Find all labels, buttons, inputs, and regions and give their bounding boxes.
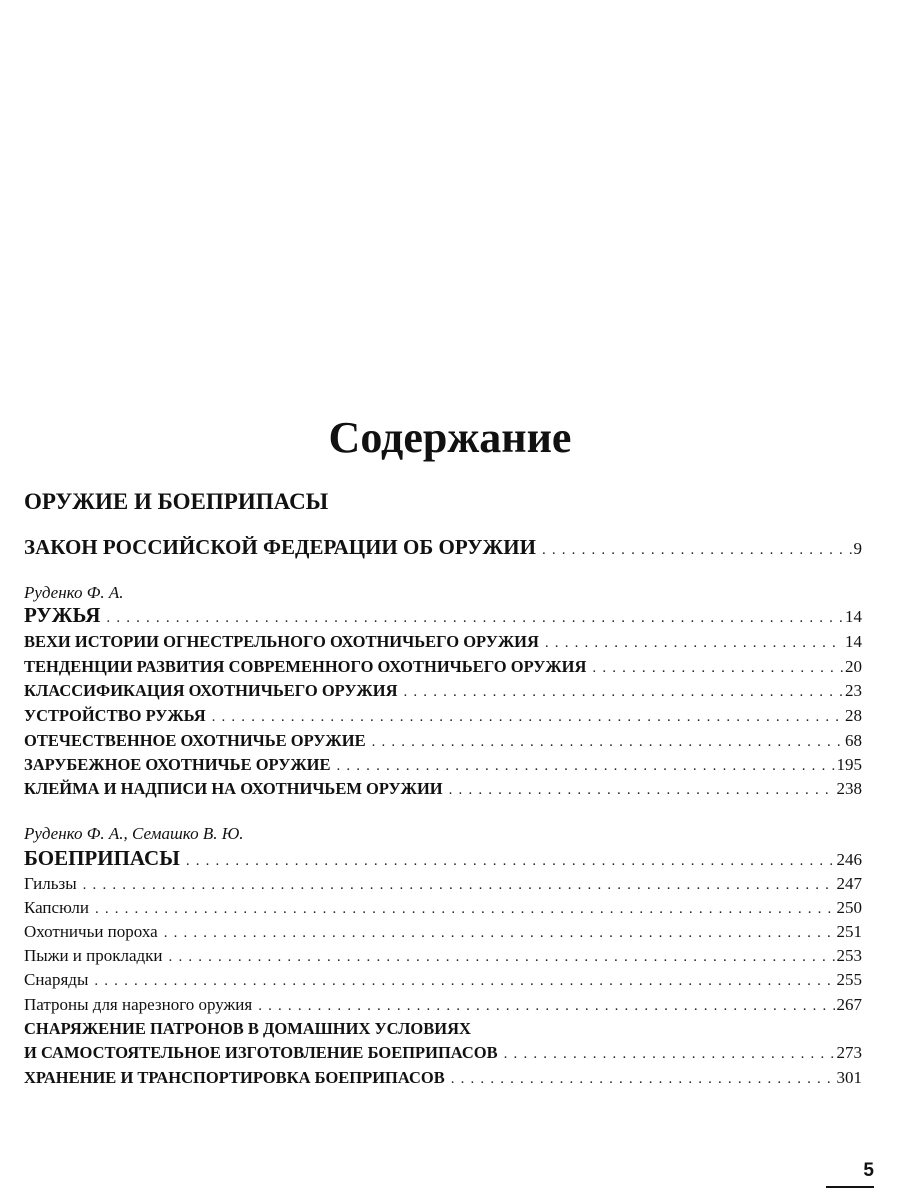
leader-dots xyxy=(83,877,835,894)
leader-dots xyxy=(449,782,835,799)
toc-entry-label: КЛАССИФИКАЦИЯ ОХОТНИЧЬЕГО ОРУЖИЯ xyxy=(24,681,398,700)
toc-entry-page: 68 xyxy=(845,731,862,750)
toc-entry-label: БОЕПРИПАСЫ xyxy=(24,846,180,870)
toc-entry-page: 255 xyxy=(836,970,862,989)
leader-dots xyxy=(542,542,852,559)
leader-dots xyxy=(545,635,843,652)
leader-dots xyxy=(106,610,843,627)
toc-entry-label: ОТЕЧЕСТВЕННОЕ ОХОТНИЧЬЕ ОРУЖИЕ xyxy=(24,731,366,750)
toc-entry-label: Снаряды xyxy=(24,970,89,989)
toc-entry xyxy=(24,846,862,871)
leader-dots xyxy=(592,660,843,677)
author-line: Руденко Ф. А. xyxy=(24,583,124,602)
toc-entry-page: 267 xyxy=(836,995,862,1014)
toc-entry-continued: СНАРЯЖЕНИЕ ПАТРОНОВ В ДОМАШНИХ УСЛОВИЯХ xyxy=(24,1019,471,1038)
toc-entry-page: 14 xyxy=(845,632,862,651)
page-number: 5 xyxy=(863,1160,874,1181)
toc-entry xyxy=(24,922,862,942)
toc-entry xyxy=(24,706,862,726)
leader-dots xyxy=(95,901,835,918)
toc-entry-label: ЗАКОН РОССИЙСКОЙ ФЕДЕРАЦИИ ОБ ОРУЖИИ xyxy=(24,535,536,559)
toc-entry xyxy=(24,995,862,1015)
leader-dots xyxy=(94,973,834,990)
toc-entry xyxy=(24,755,862,775)
toc-entry-page: 250 xyxy=(836,898,862,917)
toc-entry-label: УСТРОЙСТВО РУЖЬЯ xyxy=(24,706,206,725)
toc-entry-page: 253 xyxy=(836,946,862,965)
toc-entry-label: КЛЕЙМА И НАДПИСИ НА ОХОТНИЧЬЕМ ОРУЖИИ xyxy=(24,779,443,798)
toc-entry xyxy=(24,603,862,628)
toc-entry xyxy=(24,632,862,652)
toc-entry-label: Охотничьи пороха xyxy=(24,922,158,941)
toc-entry-page: 23 xyxy=(845,681,862,700)
toc-entry-label: ЗАРУБЕЖНОЕ ОХОТНИЧЬЕ ОРУЖИЕ xyxy=(24,755,331,774)
toc-entry-label: Гильзы xyxy=(24,874,77,893)
toc-entry-page: 28 xyxy=(845,706,862,725)
leader-dots xyxy=(212,709,843,726)
toc-entry xyxy=(24,731,862,751)
toc-entry-label: Пыжи и прокладки xyxy=(24,946,163,965)
toc-entry xyxy=(24,946,862,966)
toc-entry-page: 9 xyxy=(853,539,862,558)
toc-entry-label: ХРАНЕНИЕ И ТРАНСПОРТИРОВКА БОЕПРИПАСОВ xyxy=(24,1068,445,1087)
toc-entry-label: РУЖЬЯ xyxy=(24,603,101,627)
toc-entry xyxy=(24,874,862,894)
toc-entry-page: 20 xyxy=(845,657,862,676)
leader-dots xyxy=(186,853,835,870)
toc-entry-page: 14 xyxy=(845,607,862,626)
leader-dots xyxy=(164,925,835,942)
toc-entry xyxy=(24,779,862,799)
section-heading: ОРУЖИЕ И БОЕПРИПАСЫ xyxy=(24,489,329,514)
leader-dots xyxy=(404,684,844,701)
leader-dots xyxy=(169,949,835,966)
toc-entry-page: 251 xyxy=(836,922,862,941)
leader-dots xyxy=(504,1046,835,1063)
toc-entry-page: 273 xyxy=(836,1043,862,1062)
toc-entry xyxy=(24,681,862,701)
toc-entry-label: И САМОСТОЯТЕЛЬНОЕ ИЗГОТОВЛЕНИЕ БОЕПРИПАСОВ xyxy=(24,1043,498,1062)
toc-entry-page: 238 xyxy=(836,779,862,798)
toc-entry-label: ТЕНДЕНЦИИ РАЗВИТИЯ СОВРЕМЕННОГО ОХОТНИЧЬЕГО ОРУЖИЯ xyxy=(24,657,587,676)
toc-entry xyxy=(24,1043,862,1063)
page-number-rule xyxy=(826,1186,874,1188)
toc-entry-page: 247 xyxy=(836,874,862,893)
toc-entry-page: 246 xyxy=(836,850,862,869)
toc-entry-page: 301 xyxy=(836,1068,862,1087)
leader-dots xyxy=(451,1071,835,1088)
toc-entry xyxy=(24,1068,862,1088)
toc-entry xyxy=(24,898,862,918)
toc-entry xyxy=(24,657,862,677)
leader-dots xyxy=(336,758,834,775)
leader-dots xyxy=(258,998,834,1015)
toc-entry-label: ВЕХИ ИСТОРИИ ОГНЕСТРЕЛЬНОГО ОХОТНИЧЬЕГО ОРУЖИЯ xyxy=(24,632,539,651)
page-title: Содержание xyxy=(328,413,572,462)
toc-entry xyxy=(24,970,862,990)
toc-entry-label: Патроны для нарезного оружия xyxy=(24,995,253,1014)
leader-dots xyxy=(372,734,843,751)
toc-entry-label: Капсюли xyxy=(24,898,89,917)
toc-entry xyxy=(24,535,862,560)
toc-entry-page: 195 xyxy=(836,755,862,774)
author-line: Руденко Ф. А., Семашко В. Ю. xyxy=(24,824,244,843)
